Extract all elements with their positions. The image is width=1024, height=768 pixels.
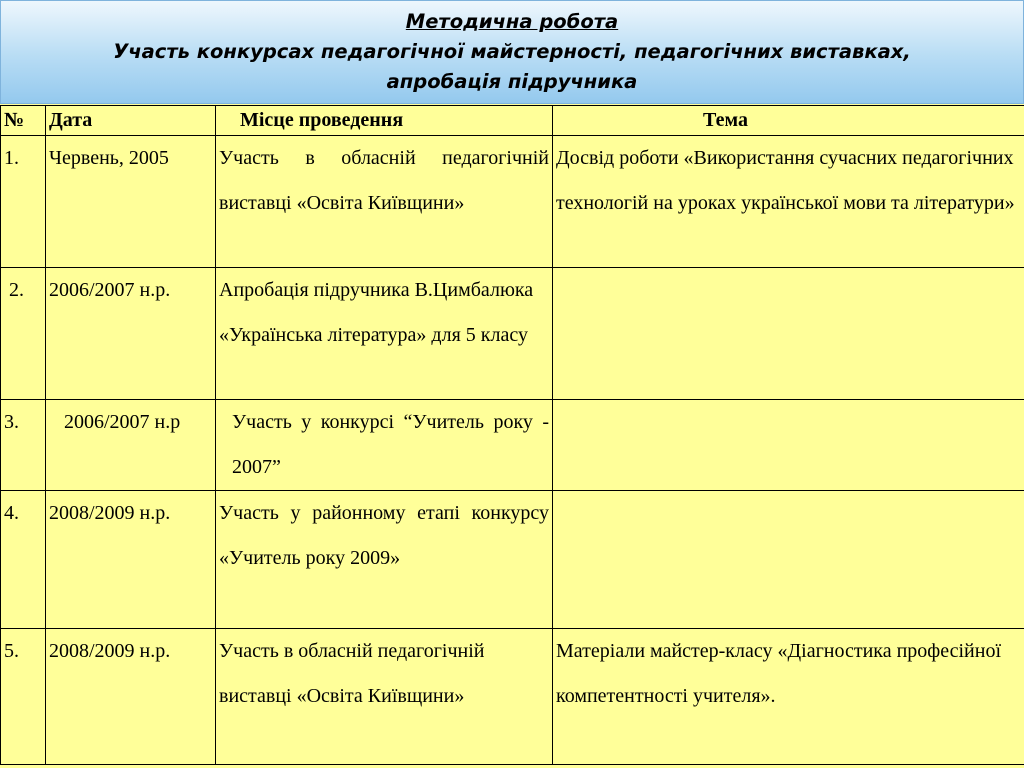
row-theme: [553, 400, 1024, 491]
table-row: [1, 136, 1024, 268]
table-header-row: [1, 106, 1024, 136]
row-theme: [553, 268, 1024, 400]
header-title: Методична робота: [405, 10, 619, 33]
header-subtitle-line-2: апробація підручника: [386, 70, 638, 93]
row-place: Апробація підручника В.Цимбалюка «Українська література» для 5 класу: [216, 268, 553, 400]
row-date: Червень, 2005: [46, 136, 216, 268]
row-place: Участь в обласній педагогічній виставці «Освіта Київщини»: [216, 136, 553, 268]
row-number: 3.: [1, 400, 46, 491]
row-number: 1.: [1, 136, 46, 268]
slide-header: [0, 0, 1024, 104]
row-place: Участь у конкурсі “Учитель року - 2007”: [216, 400, 553, 491]
row-date: 2006/2007 н.р: [46, 400, 216, 491]
column-header-date: Дата: [46, 106, 216, 136]
row-place: Участь в обласній педагогічній виставці «Освіта Київщини»: [216, 629, 553, 765]
row-date: 2006/2007 н.р.: [46, 268, 216, 400]
row-date: 2008/2009 н.р.: [46, 629, 216, 765]
activities-table: [0, 105, 1024, 765]
table-row: [1, 400, 1024, 491]
row-date: 2008/2009 н.р.: [46, 491, 216, 629]
row-theme: [553, 491, 1024, 629]
row-number: 4.: [1, 491, 46, 629]
column-header-number: №: [1, 106, 46, 136]
row-number: 5.: [1, 629, 46, 765]
row-place: Участь у районному етапі конкурсу «Учитель року 2009»: [216, 491, 553, 629]
row-number: 2.: [1, 268, 46, 400]
table-row: [1, 491, 1024, 629]
table-row: [1, 268, 1024, 400]
row-theme: Матеріали майстер-класу «Діагностика професійної компетентності учителя».: [553, 629, 1024, 765]
table-row: [1, 629, 1024, 765]
header-subtitle-line-1: Участь конкурсах педагогічної майстерності, педагогічних виставках,: [113, 40, 911, 63]
column-header-theme: Тема: [553, 106, 1024, 136]
column-header-place: Місце проведення: [216, 106, 553, 136]
row-theme: Досвід роботи «Використання сучасних педагогічних технологій на уроках української мови та літератури»: [553, 136, 1024, 268]
